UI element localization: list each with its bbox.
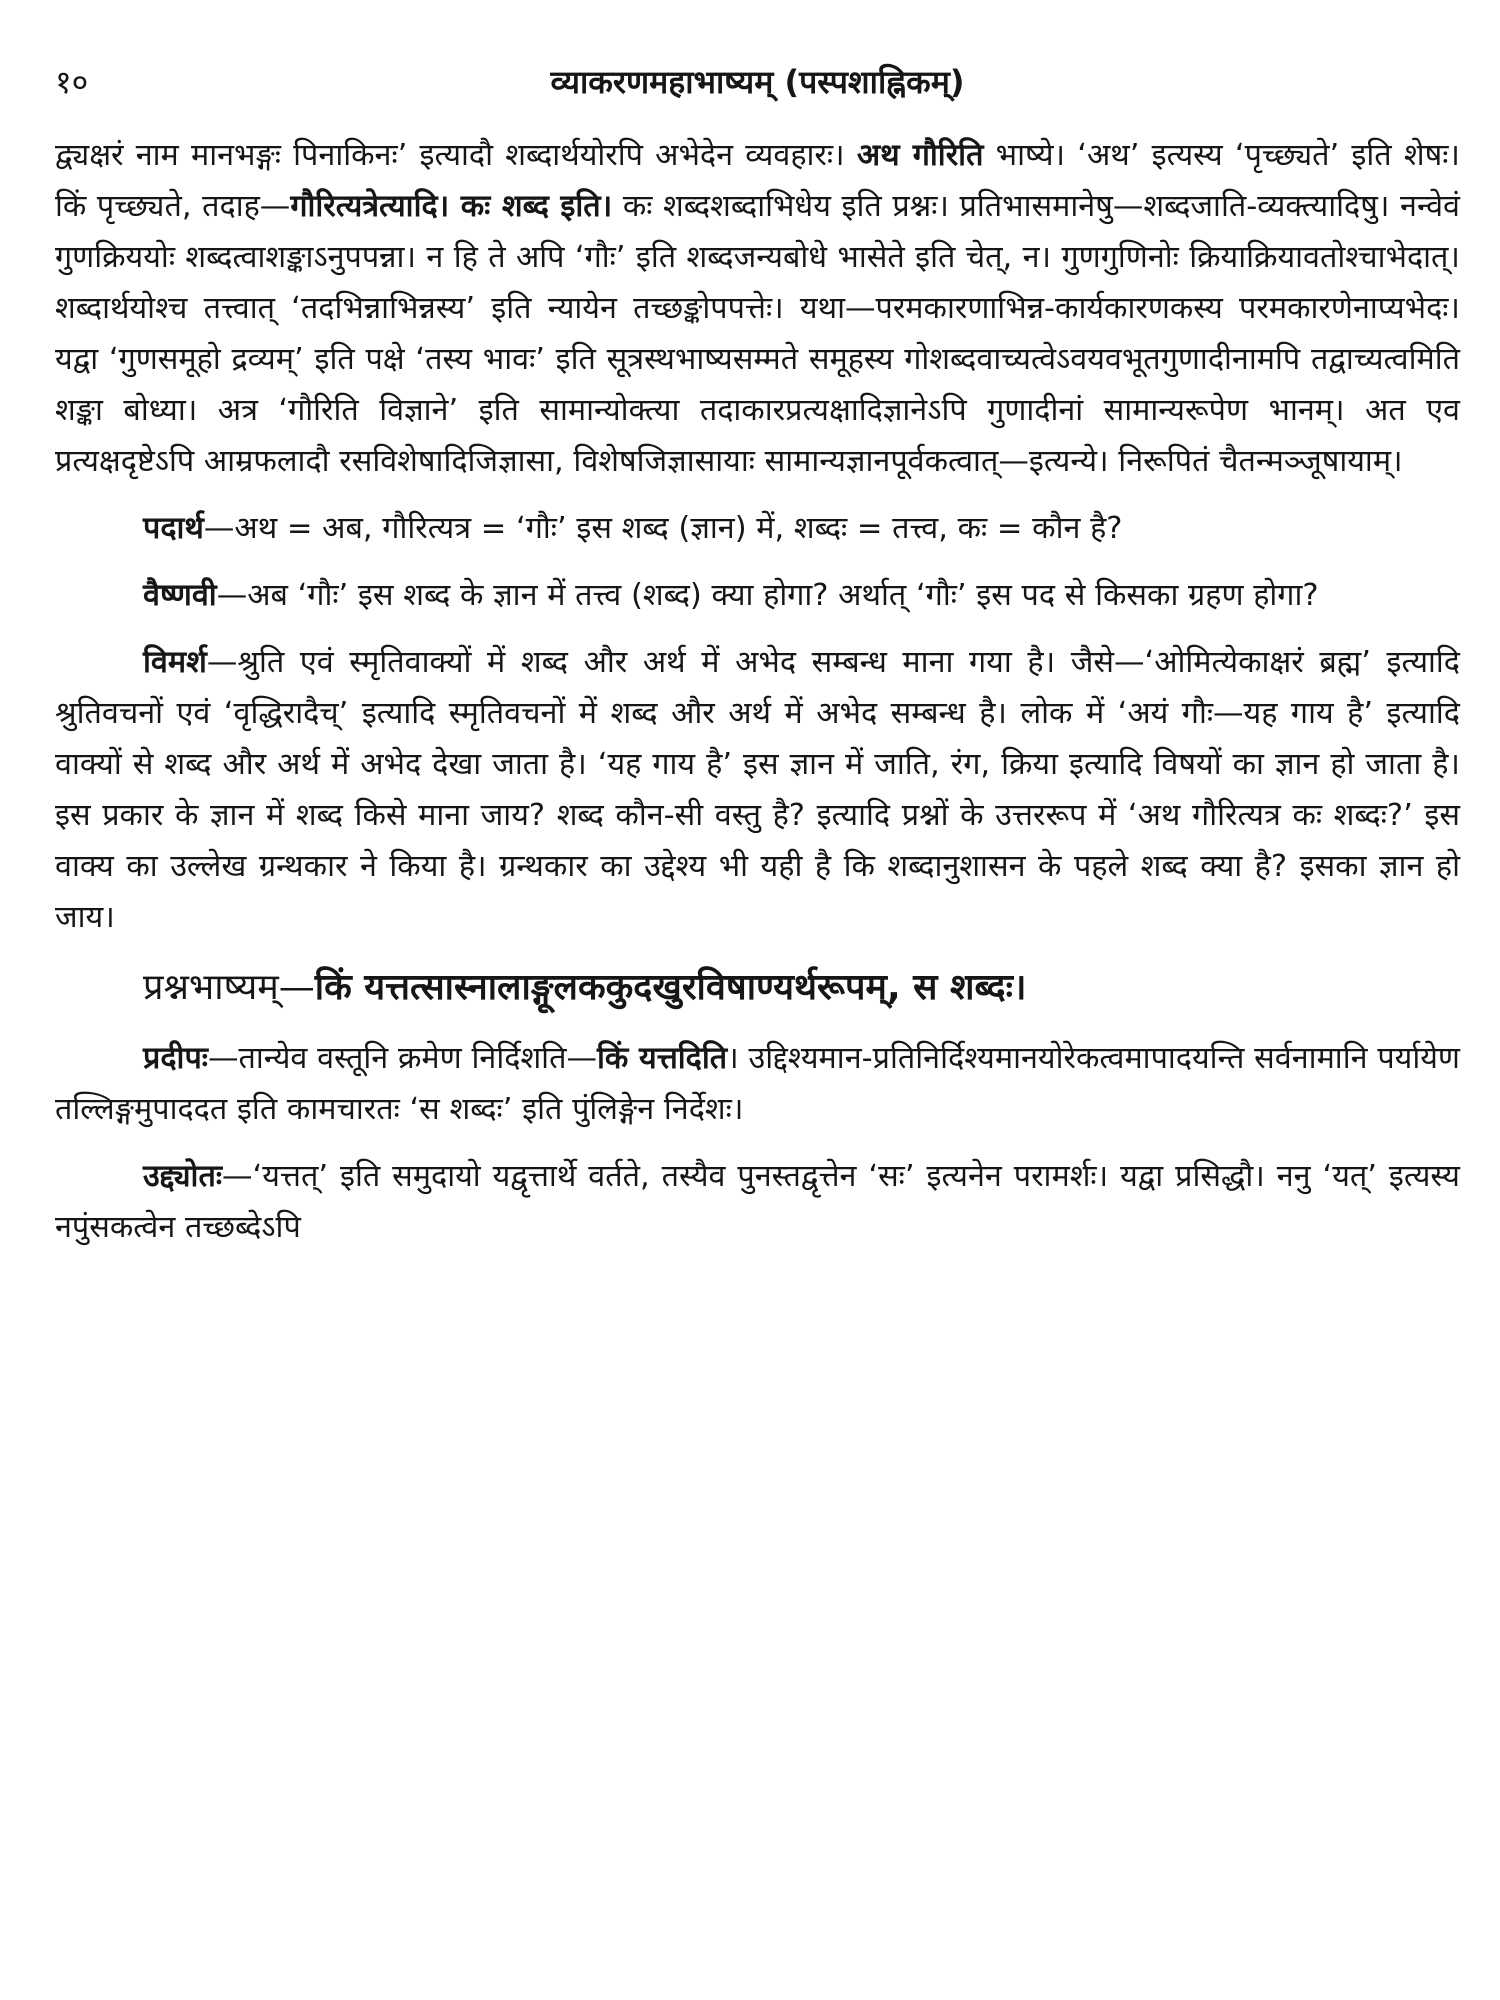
section-text: —अथ = अब, गौरित्यत्र = ‘गौः’ इस शब्द (ज्ञान) में, शब्दः = तत्त्व, कः = कौन है? bbox=[203, 511, 1123, 546]
book-page bbox=[55, 60, 1460, 1269]
commentary-text: कः शब्दशब्दाभिधेय इति प्रश्नः। प्रतिभासमानेषु—शब्दजाति-व्यक्त्यादिषु। नन्वेवं गुणक्रिययोः शब्दत्वाशङ्काऽनुपपन्ना। न हि ते अपि ‘गौः’ इति शब्दजन्यबोधे भासेते इति चेत्, न। गुणगुणिनोः क्रियाक्रियावतोश्चाभेदात्। शब्दार्थयोश्च तत्त्वात् ‘तदभिन्नाभिन्नस्य’ इति न्यायेन तच्छङ्कोपपत्तेः। यथा—परमकारणाभिन्न-कार्यकारणकस्य परमकारणेनाप्यभेदः। यद्वा ‘गुणसमूहो द्रव्यम्’ इति पक्षे ‘तस्य भावः’ इति सूत्रस्थभाष्यसम्मते समूहस्य गोशब्दवाच्यत्वेऽवयवभूतगुणादीनामपि तद्वाच्यत्वमिति शङ्का बोध्या। अत्र ‘गौरिति विज्ञाने’ इति सामान्योक्त्या तदाकारप्रत्यक्षादिज्ञानेऽपि गुणादीनां सामान्यरूपेण भानम्। अत एव प्रत्यक्षदृष्टेऽपि आम्रफलादौ रसविशेषादिजिज्ञासा, विशेषजिज्ञासायाः सामान्यज्ञानपूर्वकत्वात्—इत्यन्ये। निरूपितं चैतन्मञ्जूषायाम्। bbox=[55, 189, 1460, 479]
commentary-text: भाष्ये। ‘अथ’ इत्यस्य ‘पृच्छ्यते’ इति शेषः। किं पृच्छ्यते, तदाह— bbox=[55, 138, 1460, 224]
section-label: पदार्थ bbox=[143, 511, 204, 546]
quoted-bhashya: गौरित्यत्रेत्यादि। कः शब्द इति। bbox=[290, 189, 613, 224]
bhashya-text: किं यत्तत्सास्नालाङ्गूलककुदखुरविषाण्यर्थरूपम्, स शब्दः। bbox=[314, 967, 1027, 1008]
section-label: प्रश्नभाष्यम्— bbox=[143, 967, 315, 1008]
padartha-paragraph bbox=[55, 503, 1460, 554]
section-text: —‘यत्तत्’ इति समुदायो यद्वृत्तार्थे वर्तते, तस्यैव पुनस्तद्वृत्तेन ‘सः’ इत्यनेन परामर्शः। यद्वा प्रसिद्धौ। ननु ‘यत्’ इत्यस्य नपुंसकत्वेन तच्छब्देऽपि bbox=[55, 1159, 1460, 1245]
vimarsha-paragraph bbox=[55, 637, 1460, 943]
running-title: व्याकरणमहाभाष्यम् (पस्पशाह्निकम्) bbox=[550, 63, 965, 101]
section-label: प्रदीपः bbox=[143, 1041, 208, 1076]
section-text: । उद्दिश्यमान-प्रतिनिर्दिश्यमानयोरेकत्वमापादयन्ति सर्वनामानि पर्यायेण तल्लिङ्गमुपाददत इति कामचारतः ‘स शब्दः’ इति पुंलिङ्गेन निर्देशः। bbox=[55, 1041, 1460, 1127]
pradipa-paragraph bbox=[55, 1033, 1460, 1135]
section-text: —श्रुति एवं स्मृतिवाक्यों में शब्द और अर्थ में अभेद सम्बन्ध माना गया है। जैसे—‘ओमित्येकाक्षरं ब्रह्म’ इत्यादि श्रुतिवचनों एवं ‘वृद्धिरादैच्’ इत्यादि स्मृतिवचनों में शब्द और अर्थ में अभेद सम्बन्ध है। लोक में ‘अयं गौः—यह गाय है’ इत्यादि वाक्यों से शब्द और अर्थ में अभेद देखा जाता है। ‘यह गाय है’ इस ज्ञान में जाति, रंग, क्रिया इत्यादि विषयों का ज्ञान हो जाता है। इस प्रकार के ज्ञान में शब्द किसे माना जाय? शब्द कौन-सी वस्तु है? इत्यादि प्रश्नों के उत्तररूप में ‘अथ गौरित्यत्र कः शब्दः?’ इस वाक्य का उल्लेख ग्रन्थकार ने किया है। ग्रन्थकार का उद्देश्य भी यही है कि शब्दानुशासन के पहले शब्द क्या है? इसका ज्ञान हो जाय। bbox=[55, 645, 1460, 935]
page-number: १० bbox=[55, 63, 89, 101]
commentary-paragraph bbox=[55, 130, 1460, 487]
section-label: वैष्णवी bbox=[143, 578, 217, 613]
section-text: —तान्येव वस्तूनि क्रमेण निर्दिशति— bbox=[207, 1041, 597, 1076]
section-label: उद्द्योतः bbox=[143, 1159, 222, 1194]
uddyota-paragraph bbox=[55, 1151, 1460, 1253]
section-text: —अब ‘गौः’ इस शब्द के ज्ञान में तत्त्व (शब्द) क्या होगा? अर्थात् ‘गौः’ इस पद से किसका ग्रहण होगा? bbox=[216, 578, 1319, 613]
quoted-bhashya: अथ गौरिति bbox=[856, 138, 984, 173]
page-header bbox=[55, 60, 1460, 130]
vaishnavi-paragraph bbox=[55, 570, 1460, 621]
commentary-text: द्व्यक्षरं नाम मानभङ्गः पिनाकिनः’ इत्यादौ शब्दार्थयोरपि अभेदेन व्यवहारः। bbox=[55, 138, 857, 173]
section-label: विमर्श bbox=[143, 645, 207, 680]
prashna-bhashya-paragraph bbox=[55, 959, 1460, 1017]
quoted-bhashya: किं यत्तदिति bbox=[596, 1041, 728, 1076]
